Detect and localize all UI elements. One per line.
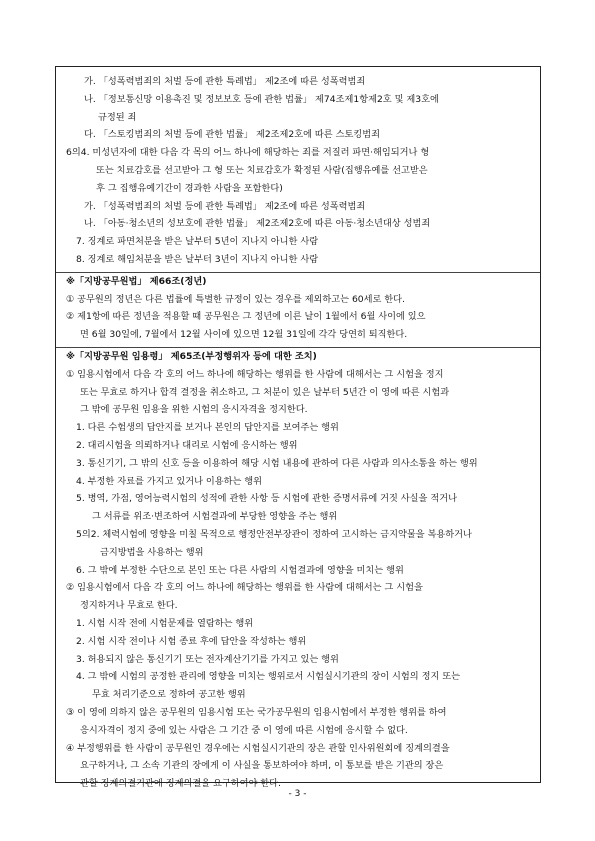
body-line: 4. 그 밖에 시험의 공정한 관리에 영향을 미치는 행위로서 시험실시기관의 장이 시험의 정지 또는 <box>76 671 460 683</box>
body-line: 1. 다른 수험생의 답안지를 보거나 본인의 답안지를 보여주는 행위 <box>76 422 339 434</box>
body-line: 그 서류를 위조·변조하여 시험결과에 부당한 영향을 주는 행위 <box>92 511 338 523</box>
body-line: 규정된 죄 <box>98 111 137 123</box>
body-line: 금지방법을 사용하는 행위 <box>100 546 204 558</box>
section-heading: ※「지방공무원 임용령」 제65조(부정행위자 등에 대한 조치) <box>66 351 317 362</box>
body-line: 1. 시험 시작 전에 시험문제를 열람하는 행위 <box>76 618 254 629</box>
body-line: 무효 처리기준으로 정하여 공고한 행위 <box>92 689 246 701</box>
body-line: 또는 치료감호를 선고받아 그 형 또는 치료감호가 확정된 사람(집행유예를 선고받은 <box>96 165 428 176</box>
body-line: 4. 부정한 자료를 가지고 있거나 이용하는 행위 <box>76 475 263 487</box>
document-text-box <box>55 66 541 790</box>
section-divider <box>56 347 540 348</box>
section-divider <box>56 272 540 273</box>
body-line: 5. 병역, 가점, 영어능력시험의 성적에 관한 사항 등 시험에 관한 증명서류에 거짓 사실을 적거나 <box>76 493 457 505</box>
page-number: - 3 - <box>288 789 307 799</box>
body-line: 7. 징계로 파면처분을 받은 날부터 5년이 지나지 아니한 사람 <box>76 236 319 248</box>
body-line: ② 제1항에 따른 정년을 적용할 때 공무원은 그 정년에 이른 날이 1월에서 6월 사이에 있으 <box>66 311 426 323</box>
body-line: 후 그 집행유예기간이 경과한 사람을 포함한다) <box>96 182 283 194</box>
body-line: 가. 「성폭력범죄의 처벌 등에 관한 특례법」 제2조에 따른 성폭력범죄 <box>84 200 366 212</box>
body-line: 가. 「성폭력범죄의 처벌 등에 관한 특례법」 제2조에 따른 성폭력범죄 <box>84 76 366 87</box>
body-line: 나. 「아동·청소년의 성보호에 관한 법률」 제2조제2호에 따른 아동·청소년대상 성범죄 <box>84 218 431 230</box>
body-line: 또는 무효로 하거나 합격 결정을 취소하고, 그 처분이 있은 날부터 5년간 이 영에 따른 시험과 <box>80 386 450 398</box>
body-line: 2. 시험 시작 전이나 시험 종료 후에 답안을 작성하는 행위 <box>76 635 307 647</box>
body-line: 관할 징계의결기관에 징계의결을 요구하여야 한다. <box>80 778 281 790</box>
body-line: 나. 「정보통신망 이용촉진 및 정보보호 등에 관한 법률」 제74조제1항제2호 및 제3호에 <box>84 93 439 105</box>
section-heading: ※「지방공무원법」 제66조(정년) <box>66 275 207 287</box>
body-line: ① 임용시험에서 다음 각 호의 어느 하나에 해당하는 행위를 한 사람에 대해서는 그 시험을 정지 <box>66 368 444 380</box>
body-line: ③ 이 영에 의하지 않은 공무원의 임용시험 또는 국가공무원의 임용시험에서 부정한 행위를 하여 <box>66 707 447 718</box>
body-line: 응시자격이 정지 중에 있는 사람은 그 기간 중 이 영에 따른 시험에 응시할 수 없다. <box>80 724 408 736</box>
body-line: ① 공무원의 정년은 다른 법률에 특별한 규정이 있는 경우를 제외하고는 60세로 한다. <box>66 293 405 305</box>
body-line: ② 임용시험에서 다음 각 호의 어느 하나에 해당하는 행위를 한 사람에 대해서는 그 시험을 <box>66 582 423 594</box>
body-line: 면 6월 30일에, 7월에서 12월 사이에 있으면 12월 31일에 각각 당연히 퇴직한다. <box>80 329 408 341</box>
body-line: 요구하거나, 그 소속 기관의 장에게 이 사실을 통보하여야 하며, 이 통보를 받은 기관의 장은 <box>80 760 444 772</box>
body-line: 3. 통신기기, 그 밖의 신호 등을 이용하여 해당 시험 내용에 관하여 다른 사람과 의사소통을 하는 행위 <box>76 457 478 469</box>
body-line: 3. 허용되지 않은 통신기기 또는 전자계산기기를 가지고 있는 행위 <box>76 653 339 665</box>
body-line: 그 밖에 공무원 임용을 위한 시험의 응시자격을 정지한다. <box>80 404 308 416</box>
body-line: 다. 「스토킹범죄의 처벌 등에 관한 법률」 제2조제2호에 따른 스토킹범죄 <box>84 129 380 141</box>
body-line: 2. 대리시험을 의뢰하거나 대리로 시험에 응시하는 행위 <box>76 440 298 451</box>
body-line: 6의4. 미성년자에 대한 다음 각 목의 어느 하나에 해당하는 죄를 저질러 파면·해임되거나 형 <box>66 147 430 159</box>
body-line: 정지하거나 무효로 한다. <box>80 600 178 612</box>
body-line: 8. 징계로 해임처분을 받은 날부터 3년이 지나지 아니한 사람 <box>76 254 319 265</box>
body-line: 5의2. 체력시험에 영향을 미칠 목적으로 행정안전부장관이 정하여 고시하는 금지약물을 복용하거나 <box>76 529 472 540</box>
body-line: 6. 그 밖에 부정한 수단으로 본인 또는 다른 사람의 시험결과에 영향을 미치는 행위 <box>76 564 404 576</box>
body-line: ④ 부정행위를 한 사람이 공무원인 경우에는 시험실시기관의 장은 관할 인사위원회에 징계의결을 <box>66 742 450 754</box>
